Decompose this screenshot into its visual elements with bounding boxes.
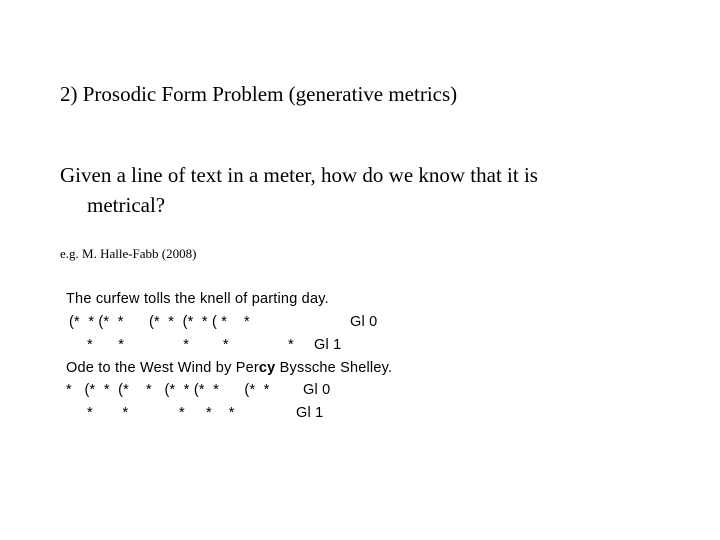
line1-grid-level-1-marks: * * * * * — [87, 337, 294, 353]
verse-line-2-part-b: Byssche Shelley. — [275, 360, 393, 376]
line2-grid-level-1-marks: * * * * * — [87, 405, 235, 421]
line2-grid-level-0-label: Gl 0 — [303, 382, 331, 398]
verse-line-2-emphasis: cy — [258, 360, 276, 376]
line1-grid-level-0-marks: (* * (* * (* * (* * ( * * — [69, 314, 250, 330]
line2-grid-level-1-label: Gl 1 — [296, 405, 324, 421]
example-reference: e.g. M. Halle-Fabb (2008) — [60, 246, 197, 261]
verse-line-2-part-a: Ode to the West Wind by Per — [66, 360, 259, 376]
question-line-2: metrical? — [87, 193, 166, 217]
slide-heading: 2) Prosodic Form Problem (generative metrics) — [60, 82, 458, 106]
line1-grid-level-1-label: Gl 1 — [314, 337, 342, 353]
line2-grid-level-0-marks: * (* * (* * (* * (* * (* * — [66, 382, 270, 398]
line1-grid-level-0-label: Gl 0 — [350, 314, 378, 330]
verse-line-1: The curfew tolls the knell of parting day. — [66, 291, 329, 307]
question-line-1: Given a line of text in a meter, how do we know that it is — [60, 163, 538, 187]
verse-line-2 — [66, 360, 392, 376]
